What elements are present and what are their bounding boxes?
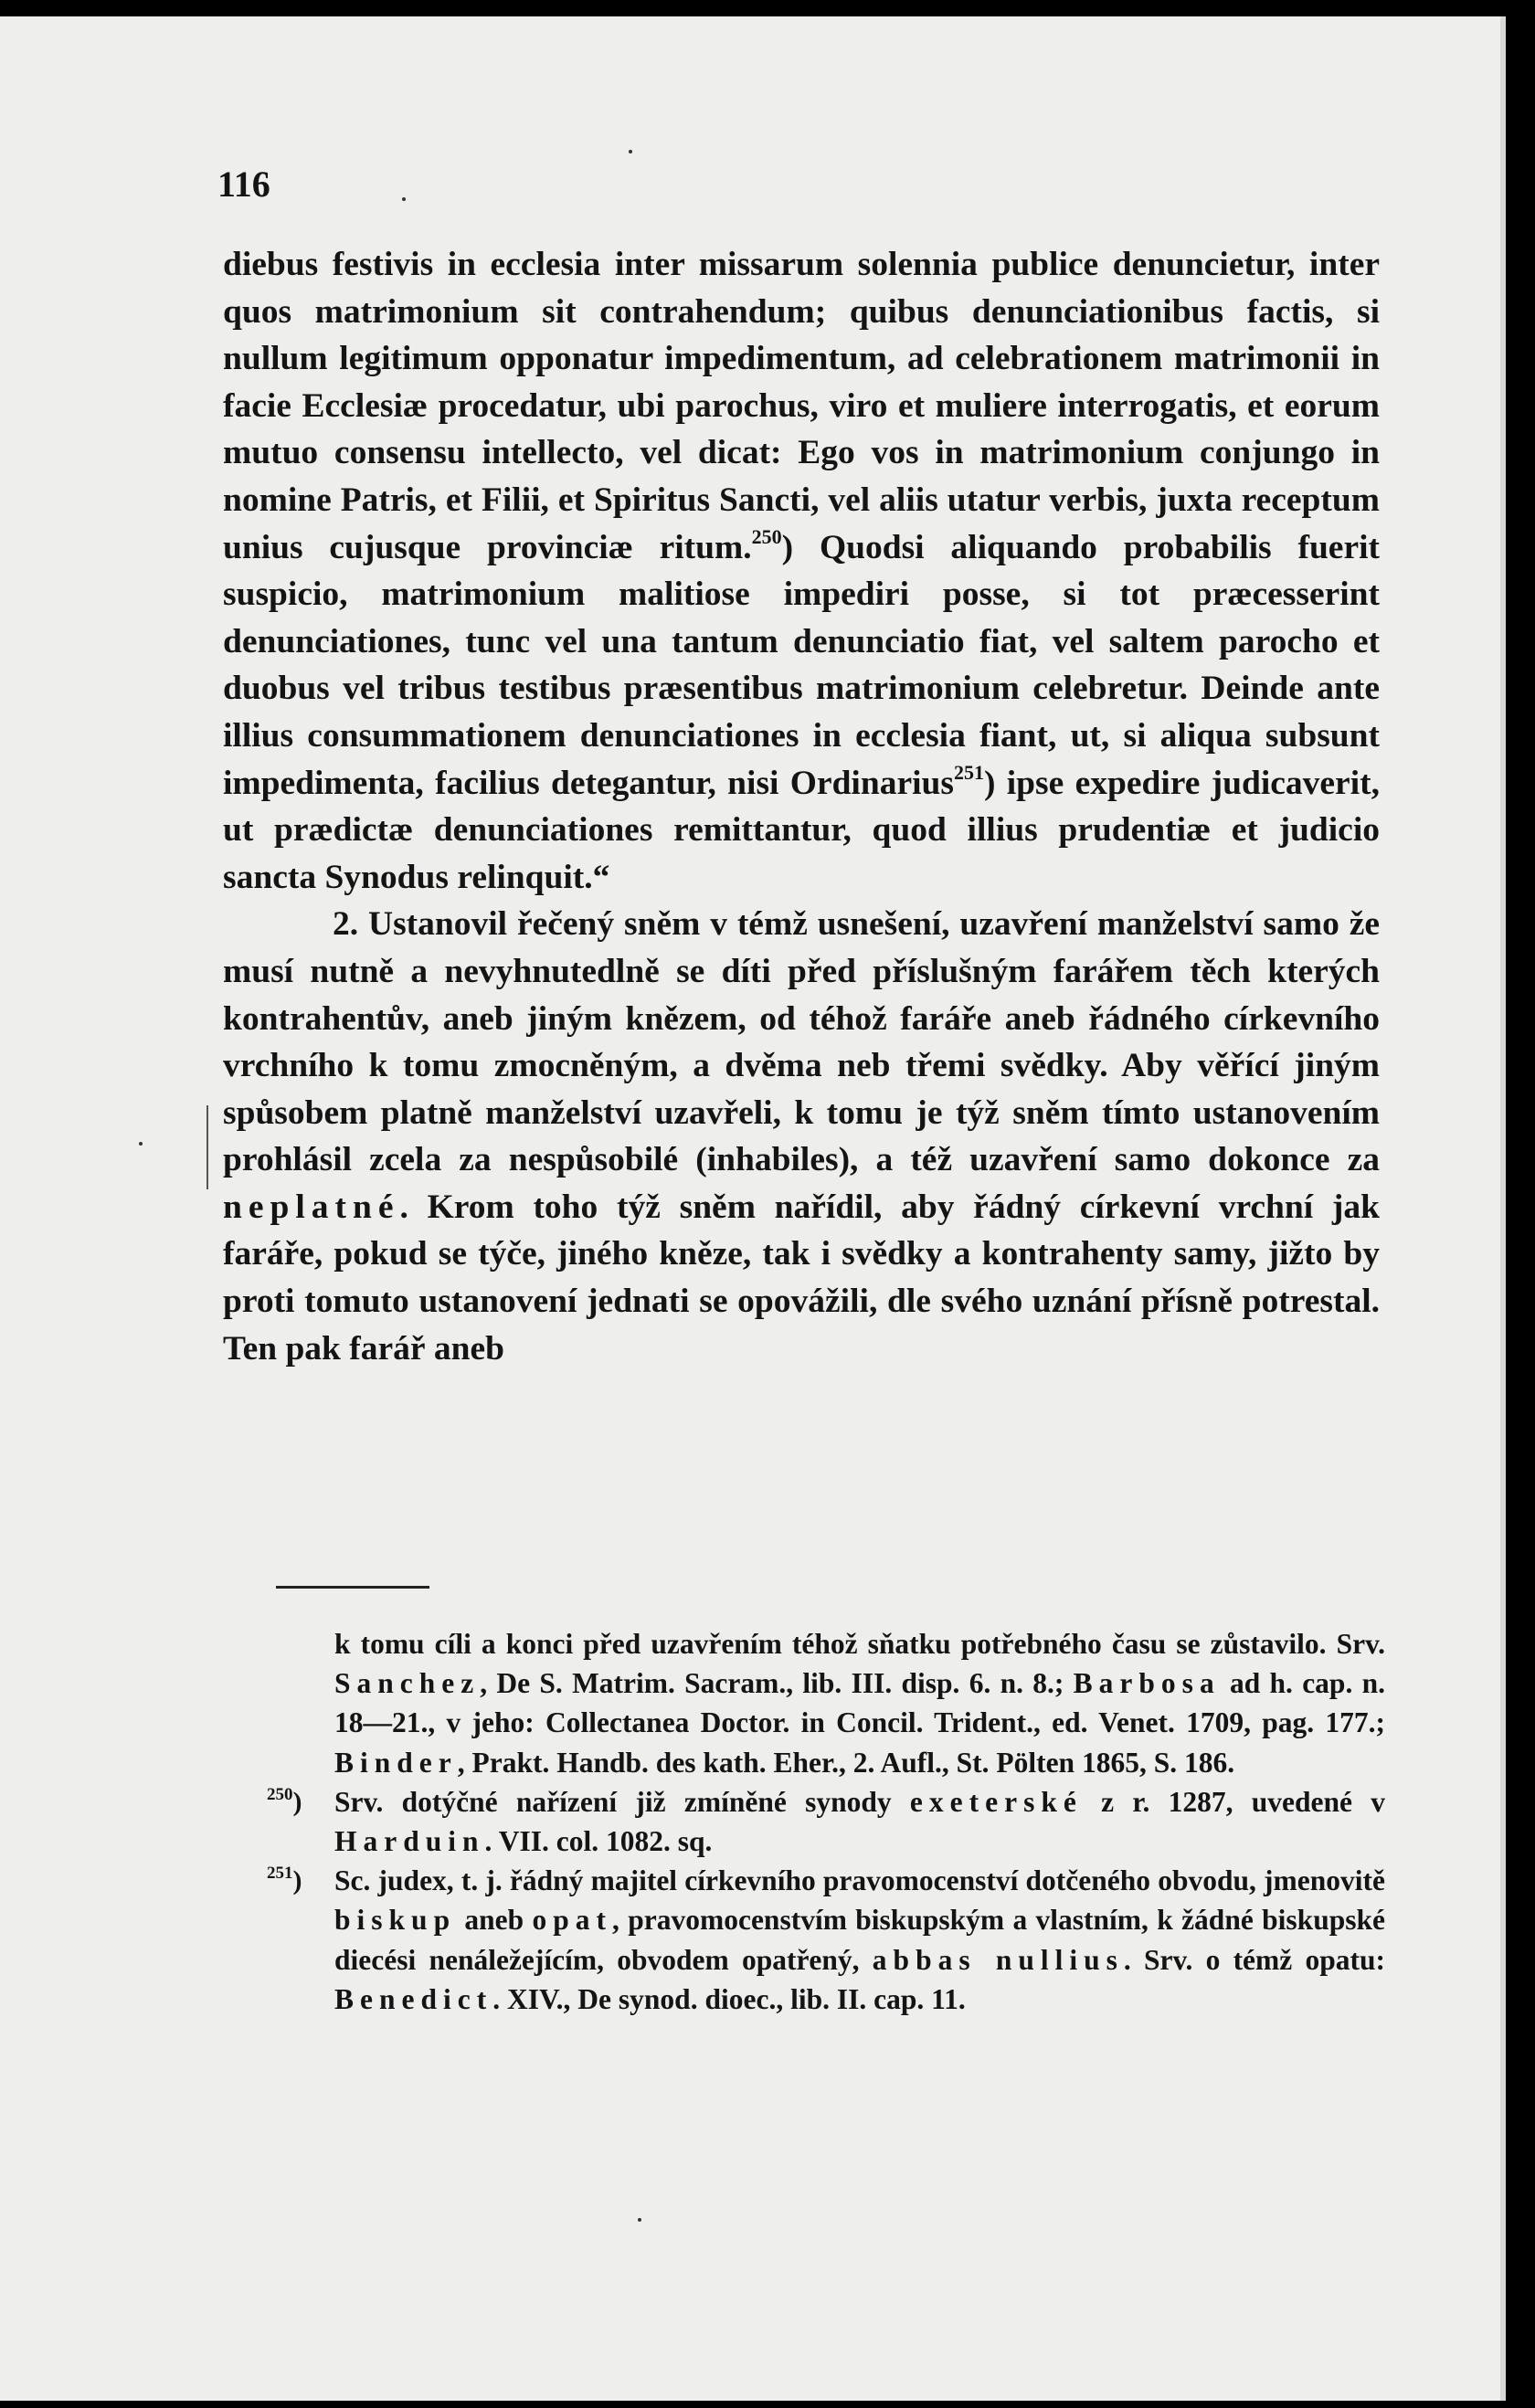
emphasis-opat: opat — [532, 1904, 613, 1937]
footnote-divider — [276, 1586, 429, 1589]
author-benedict: Benedict — [334, 1982, 493, 2015]
emphasis-biskup: biskup — [334, 1904, 457, 1937]
text-run: ad h. cap. n. 18—21., v jeho: Collectanea Doctor. in Concil. Trident., ed. Venet. 1709, pag. 177.; — [334, 1667, 1385, 1739]
text-run: aneb — [456, 1904, 533, 1937]
text-run: . Srv. o témž opatu: — [1123, 1943, 1385, 1976]
footnote-251 — [267, 1861, 1385, 2019]
text-run: diebus festivis in ecclesia inter missarum solennia publice denuncietur, inter quos matrimonium sit contrahendum; quibus denunciationibus factis, si nullum legitimum opponatur impedimentum, ad celebrationem matrimonii in facie Ecclesiæ procedatur, ubi parochus, viro et muliere interrogatis, et eorum mutuo consensu intellecto, vel dicat: Ego vos in matrimonium conjungo in nomine Patris, et Filii, et Spiritus Sancti, vel aliis utatur verbis, juxta receptum unius cujusque provinciæ ritum. — [223, 246, 1380, 566]
text-run: ) Quodsi aliquando probabilis fuerit suspicio, matrimonium malitiose impediri posse, si tot præcesserint denunciationes, tunc vel una tantum denunciatio fiat, vel saltem parocho et duobus vel tribus testibus præsentibus matrimonium celebretur. Deinde ante illius consummationem denunciationes in ecclesia fiant, ut, si aliqua subsunt impedimenta, facilius detegantur, nisi Ordinarius — [223, 528, 1380, 802]
author-binder: Binder — [334, 1746, 458, 1779]
main-text — [223, 241, 1380, 1372]
author-sanchez: Sanchez — [334, 1667, 481, 1700]
footnote-marker — [267, 1782, 302, 1822]
margin-mark — [206, 1105, 208, 1189]
paragraph-latin-quote — [223, 241, 1380, 901]
footnote-ref-250: 250 — [751, 524, 782, 548]
footnote-paren: ) — [292, 1865, 302, 1896]
footnote-continuation — [267, 1624, 1385, 1782]
book-spine-shadow — [1506, 0, 1535, 2408]
footnotes — [267, 1624, 1385, 2019]
text-run: Srv. dotýčné nařízení již zmíněné synody — [334, 1785, 910, 1818]
text-run: . XIV., De synod. dioec., lib. II. cap. 11. — [492, 1982, 966, 2015]
footnote-number: 250 — [267, 1784, 293, 1804]
footnote-paren: ) — [292, 1786, 302, 1817]
emphasis-abbas-nullius: abbas nullius — [872, 1943, 1124, 1976]
text-run: , De S. Matrim. Sacram., lib. III. disp. 6. n. 8.; — [480, 1667, 1074, 1700]
text-run: . Krom toho týž sněm nařídil, aby řádný církevní vrchní jak faráře, pokud se týče, jiného kněze, tak i svědky a kontrahenty samy, jižto by proti tomuto ustanovení jednati se opovážili, dle svého uznání přísně potrestal. Ten pak farář aneb — [223, 1188, 1380, 1368]
print-speck — [629, 150, 632, 153]
author-harduin: Harduin — [334, 1825, 485, 1858]
print-speck — [139, 1142, 143, 1146]
footnote-250 — [267, 1782, 1385, 1861]
emphasis-exeterske: exeterské — [909, 1785, 1083, 1818]
emphasis-spaced: neplatné — [223, 1188, 400, 1226]
text-run: , pravomocenstvím biskupským a vlastním, k žádné biskupské diecési nenáležejícím, obvodem opatřený, — [334, 1904, 1385, 1976]
text-run: k tomu cíli a konci před uzavřením téhož sňatku potřebného času se zůstavilo. Srv. — [334, 1628, 1385, 1660]
page-number: 116 — [217, 164, 270, 205]
book-page — [0, 16, 1506, 2401]
text-run: , Prakt. Handb. des kath. Eher., 2. Aufl., St. Pölten 1865, S. 186. — [457, 1746, 1235, 1779]
paragraph-2 — [223, 901, 1380, 1372]
text-run: z r. 1287, uvedené v — [1082, 1785, 1385, 1818]
print-speck — [638, 2218, 641, 2222]
print-speck — [402, 197, 406, 201]
text-run: 2. Ustanovil řečený sněm v témž usnešení, uzavření manželství samo že musí nutně a nevyhnutedlně se díti před příslušným farářem těch kterých kontrahentův, aneb jiným knězem, od téhož faráře aneb řádného církevního vrchního k tomu zmocněným, a dvěma neb třemi svědky. Aby věřící jiným spůsobem platně manželství uzavřeli, k tomu je týž sněm tímto ustanovením prohlásil zcela za nespůsobilé (inhabiles), a též uzavření samo dokonce za — [223, 905, 1380, 1179]
text-run: Sc. judex, t. j. řádný majitel církevního pravomocenství dotčeného obvodu, jmenovitě — [334, 1864, 1385, 1897]
author-barbosa: Barbosa — [1073, 1667, 1221, 1700]
footnote-ref-251: 251 — [953, 760, 984, 784]
footnote-number: 251 — [267, 1864, 293, 1884]
text-run: . VII. col. 1082. sq. — [484, 1825, 713, 1858]
footnote-marker — [267, 1861, 302, 1900]
text-run: ) ipse expedire judicaverit, ut prædictæ denunciationes remittantur, quod illius prudentiæ et judicio sancta Synodus relinquit.“ — [223, 764, 1380, 896]
